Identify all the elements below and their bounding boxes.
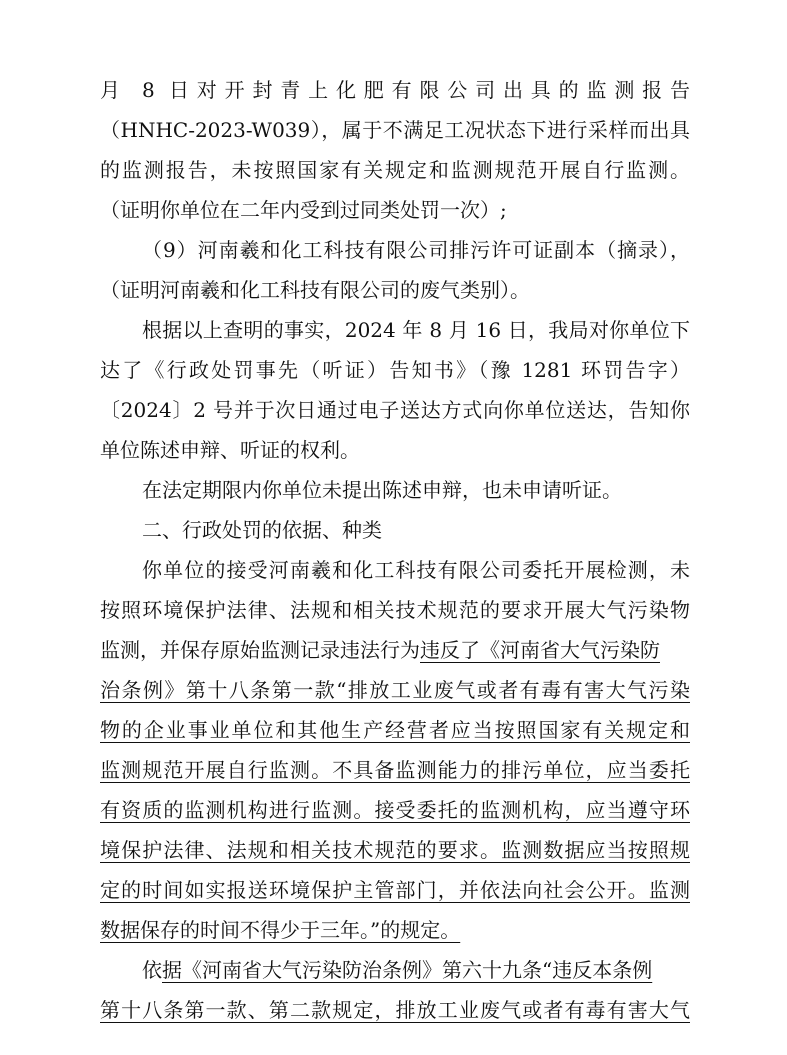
underlined-text: 违反了《河南省大气污染防: [420, 638, 660, 662]
text-line: 的监测报告，未按照国家有关规定和监测规范开展自行监测。: [100, 158, 690, 182]
text-line: 按照环境保护法律、法规和相关技术规范的要求开展大气污染物: [100, 598, 690, 622]
section-heading: 二、行政处罚的依据、种类: [142, 518, 382, 542]
text-line: （9）河南羲和化工科技有限公司排污许可证副本（摘录），: [142, 238, 690, 262]
text-line: 单位陈述申辩、听证的权利。: [100, 438, 360, 462]
text-line: 你单位的接受河南羲和化工科技有限公司委托开展检测，未: [142, 558, 690, 582]
text-line: （HNHC-2023-W039），属于不满足工况状态下进行采样而出具: [100, 118, 690, 142]
underlined-line: 数据保存的时间不得少于三年。”的规定。: [100, 918, 461, 942]
underlined-line: 有资质的监测机构进行监测。接受委托的监测机构，应当遵守环: [100, 798, 690, 822]
underlined-line: 境保护法律、法规和相关技术规范的要求。监测数据应当按照规: [100, 838, 690, 862]
text-line-mixed: [100, 950, 690, 990]
text-line: （证明你单位在二年内受到过同类处罚一次）;: [100, 198, 507, 222]
text-line: 达了《行政处罚事先（听证）告知书》（豫 1281 环罚告字）: [100, 358, 690, 382]
underlined-line: 治条例》第十八条第一款“排放工业废气或者有毒有害大气污染: [100, 678, 690, 702]
text-line: （证明河南羲和化工科技有限公司的废气类别）。: [100, 278, 530, 302]
underlined-line: 物的企业事业单位和其他生产经营者应当按照国家有关规定和: [100, 718, 690, 742]
text-segment: 依: [142, 958, 162, 982]
text-line: 在法定期限内你单位未提出陈述申辩，也未申请听证。: [142, 478, 622, 502]
text-line: 〔2024〕2 号并于次日通过电子送达方式向你单位送达，告知你: [100, 398, 690, 422]
text-line: 根据以上查明的事实，2024 年 8 月 16 日，我局对你单位下: [142, 318, 690, 342]
text-segment: 监测，并保存原始监测记录违法行为: [100, 638, 420, 662]
underlined-line: 定的时间如实报送环境保护主管部门，并依法向社会公开。监测: [100, 878, 690, 902]
underlined-text: 据《河南省大气污染防治条例》第六十九条“违反本条例: [162, 958, 653, 982]
underlined-line: 监测规范开展自行监测。不具备监测能力的排污单位，应当委托: [100, 758, 690, 782]
underlined-line: 第十八条第一款、第二款规定，排放工业废气或者有毒有害大气: [100, 998, 690, 1022]
text-line: 月 8 日对开封青上化肥有限公司出具的监测报告: [100, 78, 690, 102]
text-line-mixed: [100, 630, 690, 670]
